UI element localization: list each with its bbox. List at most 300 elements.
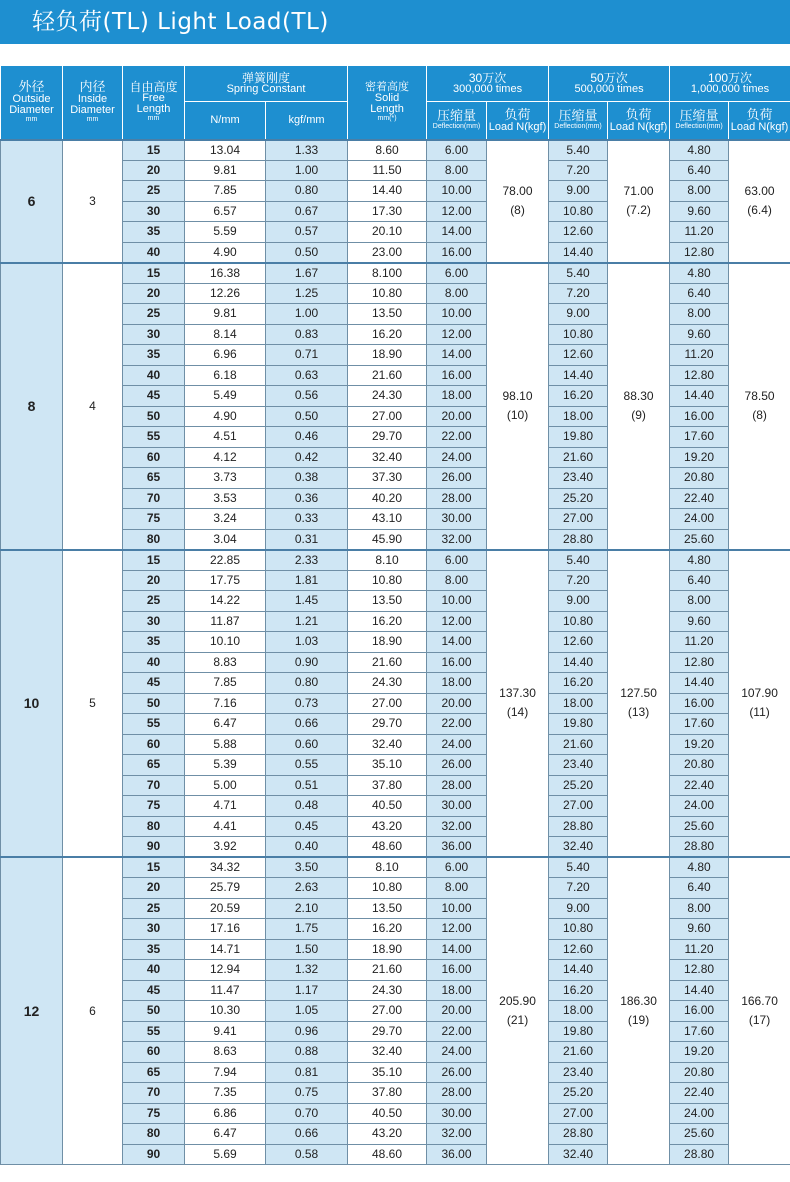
deflection-500k-cell: 18.00 [549, 693, 608, 714]
load-value: 166.70 [741, 994, 778, 1008]
spring-constant-n-cell: 4.51 [185, 427, 266, 448]
free-length-cell: 25 [123, 898, 185, 919]
deflection-500k-cell: 5.40 [549, 550, 608, 571]
spring-constant-n-cell: 3.53 [185, 488, 266, 509]
spring-constant-kgf-cell: 0.60 [266, 734, 348, 755]
spring-constant-kgf-cell: 0.42 [266, 447, 348, 468]
inside-diameter-cell: 5 [63, 550, 123, 858]
spring-constant-n-cell: 16.38 [185, 263, 266, 284]
free-length-cell: 75 [123, 796, 185, 817]
spring-constant-n-cell: 5.49 [185, 386, 266, 407]
solid-length-cell: 16.20 [348, 324, 427, 345]
deflection-300k-cell: 32.00 [427, 1124, 487, 1145]
deflection-300k-cell: 12.00 [427, 201, 487, 222]
deflection-500k-cell: 18.00 [549, 1001, 608, 1022]
free-length-cell: 35 [123, 345, 185, 366]
deflection-1m-cell: 11.20 [670, 222, 729, 243]
spring-constant-n-cell: 11.87 [185, 611, 266, 632]
deflection-300k-cell: 10.00 [427, 181, 487, 202]
load-500k-cell [608, 263, 670, 550]
deflection-1m-cell: 8.00 [670, 304, 729, 325]
solid-length-cell: 40.50 [348, 1103, 427, 1124]
deflection-300k-cell: 12.00 [427, 611, 487, 632]
load-1m-cell [729, 550, 790, 858]
spring-constant-n-cell: 7.16 [185, 693, 266, 714]
solid-length-cell: 11.50 [348, 160, 427, 181]
load-kgf-value: (14) [506, 705, 529, 720]
solid-length-cell: 37.80 [348, 775, 427, 796]
deflection-1m-cell: 12.80 [670, 365, 729, 386]
deflection-1m-cell: 16.00 [670, 1001, 729, 1022]
inside-diameter-cell: 3 [63, 140, 123, 263]
solid-length-cell: 10.80 [348, 570, 427, 591]
deflection-300k-cell: 26.00 [427, 755, 487, 776]
spring-constant-kgf-cell: 0.45 [266, 816, 348, 837]
table-row [1, 140, 790, 161]
deflection-500k-cell: 12.60 [549, 345, 608, 366]
inside-diameter-cell: 4 [63, 263, 123, 550]
load-1m-cell [729, 857, 790, 1165]
deflection-1m-cell: 22.40 [670, 1083, 729, 1104]
spring-constant-kgf-cell: 0.57 [266, 222, 348, 243]
spring-constant-n-cell: 5.59 [185, 222, 266, 243]
spring-constant-kgf-cell: 0.51 [266, 775, 348, 796]
spring-constant-n-cell: 17.75 [185, 570, 266, 591]
spring-constant-kgf-cell: 1.05 [266, 1001, 348, 1022]
table-row [1, 263, 790, 284]
deflection-1m-cell: 4.80 [670, 140, 729, 161]
spring-constant-n-cell: 9.41 [185, 1021, 266, 1042]
spring-constant-n-cell: 9.81 [185, 160, 266, 181]
header-load-3: 负荷 Load N(kgf) [729, 102, 790, 140]
free-length-cell: 15 [123, 263, 185, 284]
solid-length-cell: 24.30 [348, 673, 427, 694]
solid-length-cell: 18.90 [348, 345, 427, 366]
load-value: 63.00 [744, 184, 775, 198]
free-length-cell: 20 [123, 570, 185, 591]
spring-constant-kgf-cell: 1.32 [266, 960, 348, 981]
spring-constant-n-cell: 14.22 [185, 591, 266, 612]
load-value: 71.00 [623, 184, 654, 198]
solid-length-cell: 27.00 [348, 693, 427, 714]
spring-constant-n-cell: 12.26 [185, 283, 266, 304]
spring-constant-kgf-cell: 0.70 [266, 1103, 348, 1124]
header-cycles-500k: 50万次 500,000 times [549, 66, 670, 102]
spring-constant-kgf-cell: 2.63 [266, 878, 348, 899]
load-kgf-value: (11) [749, 705, 770, 720]
header-deflection-3: 压缩量 Deflection(mm) [670, 102, 729, 140]
deflection-500k-cell: 19.80 [549, 427, 608, 448]
free-length-cell: 40 [123, 365, 185, 386]
spring-constant-kgf-cell: 0.66 [266, 1124, 348, 1145]
deflection-500k-cell: 9.00 [549, 898, 608, 919]
deflection-1m-cell: 22.40 [670, 775, 729, 796]
header-kgf-per-mm: kgf/mm [266, 102, 348, 140]
deflection-300k-cell: 14.00 [427, 939, 487, 960]
spring-spec-table [0, 65, 790, 1165]
free-length-cell: 80 [123, 816, 185, 837]
spring-constant-kgf-cell: 0.33 [266, 509, 348, 530]
solid-length-cell: 32.40 [348, 1042, 427, 1063]
spring-constant-kgf-cell: 0.96 [266, 1021, 348, 1042]
spring-constant-kgf-cell: 0.81 [266, 1062, 348, 1083]
spring-constant-kgf-cell: 0.50 [266, 242, 348, 263]
spring-constant-n-cell: 3.04 [185, 529, 266, 550]
spring-constant-kgf-cell: 0.63 [266, 365, 348, 386]
spring-constant-n-cell: 3.24 [185, 509, 266, 530]
free-length-cell: 35 [123, 939, 185, 960]
deflection-300k-cell: 16.00 [427, 242, 487, 263]
spring-constant-kgf-cell: 0.38 [266, 468, 348, 489]
solid-length-cell: 32.40 [348, 734, 427, 755]
deflection-1m-cell: 6.40 [670, 160, 729, 181]
free-length-cell: 30 [123, 201, 185, 222]
solid-length-cell: 17.30 [348, 201, 427, 222]
free-length-cell: 60 [123, 734, 185, 755]
spring-constant-n-cell: 8.83 [185, 652, 266, 673]
spring-constant-n-cell: 5.88 [185, 734, 266, 755]
deflection-300k-cell: 22.00 [427, 427, 487, 448]
spring-constant-n-cell: 14.71 [185, 939, 266, 960]
deflection-500k-cell: 21.60 [549, 447, 608, 468]
solid-length-cell: 20.10 [348, 222, 427, 243]
deflection-300k-cell: 20.00 [427, 693, 487, 714]
free-length-cell: 50 [123, 406, 185, 427]
solid-length-cell: 37.80 [348, 1083, 427, 1104]
deflection-1m-cell: 22.40 [670, 488, 729, 509]
solid-length-cell: 21.60 [348, 365, 427, 386]
deflection-1m-cell: 19.20 [670, 447, 729, 468]
deflection-1m-cell: 11.20 [670, 939, 729, 960]
deflection-500k-cell: 23.40 [549, 755, 608, 776]
deflection-500k-cell: 28.80 [549, 1124, 608, 1145]
free-length-cell: 40 [123, 960, 185, 981]
spring-constant-n-cell: 7.85 [185, 181, 266, 202]
deflection-300k-cell: 24.00 [427, 734, 487, 755]
solid-length-cell: 29.70 [348, 714, 427, 735]
free-length-cell: 65 [123, 755, 185, 776]
spring-constant-kgf-cell: 0.67 [266, 201, 348, 222]
deflection-1m-cell: 20.80 [670, 755, 729, 776]
deflection-1m-cell: 4.80 [670, 857, 729, 878]
load-1m-cell [729, 140, 790, 263]
table-row [1, 857, 790, 878]
header-outside-diameter: 外径 Outside Diameter mm [1, 66, 63, 140]
header-deflection-1: 压缩量 Deflection(mm) [427, 102, 487, 140]
spring-constant-n-cell: 4.71 [185, 796, 266, 817]
deflection-1m-cell: 6.40 [670, 283, 729, 304]
solid-length-cell: 29.70 [348, 427, 427, 448]
load-kgf-value: (19) [627, 1013, 650, 1027]
solid-length-cell: 43.20 [348, 816, 427, 837]
spring-constant-kgf-cell: 0.88 [266, 1042, 348, 1063]
deflection-1m-cell: 20.80 [670, 468, 729, 489]
spring-constant-kgf-cell: 2.33 [266, 550, 348, 571]
spring-constant-n-cell: 7.94 [185, 1062, 266, 1083]
solid-length-cell: 13.50 [348, 591, 427, 612]
spring-constant-n-cell: 6.47 [185, 714, 266, 735]
spring-constant-n-cell: 4.12 [185, 447, 266, 468]
spring-constant-kgf-cell: 0.75 [266, 1083, 348, 1104]
deflection-1m-cell: 24.00 [670, 796, 729, 817]
deflection-300k-cell: 18.00 [427, 673, 487, 694]
free-length-cell: 70 [123, 488, 185, 509]
free-length-cell: 15 [123, 550, 185, 571]
deflection-300k-cell: 16.00 [427, 960, 487, 981]
deflection-500k-cell: 5.40 [549, 140, 608, 161]
deflection-300k-cell: 12.00 [427, 919, 487, 940]
load-300k-cell [487, 857, 549, 1165]
deflection-500k-cell: 10.80 [549, 611, 608, 632]
solid-length-cell: 14.40 [348, 181, 427, 202]
free-length-cell: 50 [123, 1001, 185, 1022]
spring-constant-n-cell: 10.10 [185, 632, 266, 653]
spring-constant-kgf-cell: 1.21 [266, 611, 348, 632]
deflection-300k-cell: 28.00 [427, 775, 487, 796]
solid-length-cell: 21.60 [348, 960, 427, 981]
load-300k-cell [487, 263, 549, 550]
deflection-1m-cell: 28.80 [670, 1144, 729, 1165]
spring-constant-n-cell: 9.81 [185, 304, 266, 325]
deflection-1m-cell: 25.60 [670, 529, 729, 550]
deflection-500k-cell: 7.20 [549, 283, 608, 304]
deflection-500k-cell: 14.40 [549, 960, 608, 981]
load-kgf-value: (17) [748, 1013, 771, 1027]
spring-constant-kgf-cell: 0.46 [266, 427, 348, 448]
deflection-300k-cell: 20.00 [427, 1001, 487, 1022]
header-load-1: 负荷 Load N(kgf) [487, 102, 549, 140]
spring-constant-n-cell: 4.90 [185, 406, 266, 427]
deflection-500k-cell: 16.20 [549, 980, 608, 1001]
spring-constant-n-cell: 7.85 [185, 673, 266, 694]
free-length-cell: 80 [123, 529, 185, 550]
spring-constant-n-cell: 34.32 [185, 857, 266, 878]
load-300k-cell [487, 550, 549, 858]
deflection-300k-cell: 36.00 [427, 837, 487, 858]
deflection-500k-cell: 10.80 [549, 201, 608, 222]
deflection-300k-cell: 26.00 [427, 1062, 487, 1083]
spring-constant-kgf-cell: 0.90 [266, 652, 348, 673]
deflection-300k-cell: 28.00 [427, 488, 487, 509]
solid-length-cell: 18.90 [348, 939, 427, 960]
deflection-500k-cell: 10.80 [549, 324, 608, 345]
solid-length-cell: 27.00 [348, 1001, 427, 1022]
deflection-300k-cell: 8.00 [427, 878, 487, 899]
spring-constant-n-cell: 12.94 [185, 960, 266, 981]
spring-constant-kgf-cell: 2.10 [266, 898, 348, 919]
deflection-1m-cell: 6.40 [670, 878, 729, 899]
deflection-300k-cell: 18.00 [427, 386, 487, 407]
deflection-300k-cell: 10.00 [427, 591, 487, 612]
spring-constant-n-cell: 22.85 [185, 550, 266, 571]
deflection-500k-cell: 9.00 [549, 181, 608, 202]
load-value: 78.50 [744, 389, 775, 403]
free-length-cell: 60 [123, 447, 185, 468]
solid-length-cell: 18.90 [348, 632, 427, 653]
free-length-cell: 75 [123, 1103, 185, 1124]
free-length-cell: 40 [123, 652, 185, 673]
spring-constant-n-cell: 8.14 [185, 324, 266, 345]
deflection-300k-cell: 6.00 [427, 857, 487, 878]
table-row [1, 550, 790, 571]
deflection-500k-cell: 5.40 [549, 857, 608, 878]
deflection-1m-cell: 11.20 [670, 632, 729, 653]
solid-length-cell: 35.10 [348, 1062, 427, 1083]
load-kgf-value: (10) [506, 408, 529, 422]
deflection-300k-cell: 6.00 [427, 263, 487, 284]
spring-constant-kgf-cell: 0.80 [266, 673, 348, 694]
deflection-500k-cell: 12.60 [549, 222, 608, 243]
spring-constant-n-cell: 6.57 [185, 201, 266, 222]
free-length-cell: 55 [123, 1021, 185, 1042]
free-length-cell: 65 [123, 468, 185, 489]
solid-length-cell: 13.50 [348, 898, 427, 919]
spring-constant-kgf-cell: 0.55 [266, 755, 348, 776]
free-length-cell: 65 [123, 1062, 185, 1083]
solid-length-cell: 43.20 [348, 1124, 427, 1145]
deflection-1m-cell: 4.80 [670, 263, 729, 284]
spring-constant-kgf-cell: 1.17 [266, 980, 348, 1001]
spring-constant-n-cell: 3.73 [185, 468, 266, 489]
spring-constant-kgf-cell: 1.00 [266, 304, 348, 325]
solid-length-cell: 27.00 [348, 406, 427, 427]
solid-length-cell: 48.60 [348, 1144, 427, 1165]
deflection-500k-cell: 14.40 [549, 652, 608, 673]
deflection-1m-cell: 17.60 [670, 1021, 729, 1042]
free-length-cell: 55 [123, 714, 185, 735]
solid-length-cell: 8.10 [348, 857, 427, 878]
solid-length-cell: 40.20 [348, 488, 427, 509]
deflection-1m-cell: 20.80 [670, 1062, 729, 1083]
load-value: 107.90 [741, 686, 778, 701]
deflection-500k-cell: 28.80 [549, 816, 608, 837]
deflection-1m-cell: 8.00 [670, 181, 729, 202]
spring-constant-kgf-cell: 1.75 [266, 919, 348, 940]
deflection-1m-cell: 25.60 [670, 1124, 729, 1145]
deflection-300k-cell: 24.00 [427, 447, 487, 468]
deflection-300k-cell: 16.00 [427, 365, 487, 386]
deflection-500k-cell: 14.40 [549, 242, 608, 263]
deflection-1m-cell: 9.60 [670, 611, 729, 632]
deflection-300k-cell: 14.00 [427, 632, 487, 653]
deflection-500k-cell: 9.00 [549, 591, 608, 612]
free-length-cell: 25 [123, 304, 185, 325]
solid-length-cell: 10.80 [348, 283, 427, 304]
free-length-cell: 25 [123, 591, 185, 612]
deflection-1m-cell: 17.60 [670, 714, 729, 735]
deflection-500k-cell: 28.80 [549, 529, 608, 550]
deflection-500k-cell: 7.20 [549, 160, 608, 181]
spring-constant-kgf-cell: 0.80 [266, 181, 348, 202]
header-solid-length: 密着高度 Solid Length mm(*) [348, 66, 427, 140]
header-cycles-1m: 100万次 1,000,000 times [670, 66, 790, 102]
deflection-300k-cell: 14.00 [427, 222, 487, 243]
solid-length-cell: 8.60 [348, 140, 427, 161]
deflection-1m-cell: 17.60 [670, 427, 729, 448]
spring-constant-kgf-cell: 0.31 [266, 529, 348, 550]
deflection-500k-cell: 10.80 [549, 919, 608, 940]
free-length-cell: 30 [123, 919, 185, 940]
load-1m-cell [729, 263, 790, 550]
deflection-1m-cell: 9.60 [670, 324, 729, 345]
spring-constant-n-cell: 5.00 [185, 775, 266, 796]
load-500k-cell [608, 857, 670, 1165]
deflection-300k-cell: 6.00 [427, 550, 487, 571]
solid-length-cell: 32.40 [348, 447, 427, 468]
spring-constant-kgf-cell: 3.50 [266, 857, 348, 878]
spring-constant-kgf-cell: 0.71 [266, 345, 348, 366]
spring-constant-n-cell: 6.47 [185, 1124, 266, 1145]
deflection-1m-cell: 4.80 [670, 550, 729, 571]
header-spring-constant: 弹簧刚度 Spring Constant [185, 66, 348, 102]
load-value: 127.50 [620, 686, 657, 701]
deflection-1m-cell: 16.00 [670, 406, 729, 427]
free-length-cell: 45 [123, 386, 185, 407]
free-length-cell: 30 [123, 611, 185, 632]
load-kgf-value: (21) [506, 1013, 529, 1027]
deflection-1m-cell: 25.60 [670, 816, 729, 837]
spring-constant-n-cell: 13.04 [185, 140, 266, 161]
free-length-cell: 20 [123, 878, 185, 899]
deflection-500k-cell: 23.40 [549, 468, 608, 489]
page-title: 轻负荷(TL) Light Load(TL) [0, 0, 790, 44]
spring-constant-n-cell: 11.47 [185, 980, 266, 1001]
header-load-2: 负荷 Load N(kgf) [608, 102, 670, 140]
free-length-cell: 45 [123, 980, 185, 1001]
load-value: 186.30 [620, 994, 657, 1008]
spring-constant-kgf-cell: 1.50 [266, 939, 348, 960]
load-kgf-value: (8) [510, 203, 525, 217]
load-value: 205.90 [499, 994, 536, 1008]
free-length-cell: 20 [123, 160, 185, 181]
deflection-300k-cell: 36.00 [427, 1144, 487, 1165]
spring-constant-n-cell: 5.69 [185, 1144, 266, 1165]
deflection-500k-cell: 32.40 [549, 1144, 608, 1165]
header-n-per-mm: N/mm [185, 102, 266, 140]
spring-constant-n-cell: 5.39 [185, 755, 266, 776]
deflection-500k-cell: 25.20 [549, 488, 608, 509]
free-length-cell: 30 [123, 324, 185, 345]
deflection-500k-cell: 12.60 [549, 632, 608, 653]
deflection-300k-cell: 8.00 [427, 283, 487, 304]
table-header [1, 66, 790, 140]
free-length-cell: 20 [123, 283, 185, 304]
solid-length-cell: 24.30 [348, 980, 427, 1001]
deflection-1m-cell: 14.40 [670, 386, 729, 407]
load-300k-cell [487, 140, 549, 263]
deflection-1m-cell: 12.80 [670, 960, 729, 981]
free-length-cell: 90 [123, 837, 185, 858]
spring-constant-kgf-cell: 1.25 [266, 283, 348, 304]
header-inside-diameter: 内径 Inside Diameter mm [63, 66, 123, 140]
load-value: 78.00 [502, 184, 533, 198]
deflection-300k-cell: 12.00 [427, 324, 487, 345]
free-length-cell: 40 [123, 242, 185, 263]
spring-constant-n-cell: 6.18 [185, 365, 266, 386]
deflection-300k-cell: 22.00 [427, 1021, 487, 1042]
outside-diameter-cell: 10 [1, 550, 63, 858]
spring-constant-n-cell: 10.30 [185, 1001, 266, 1022]
load-value: 98.10 [502, 389, 533, 403]
deflection-1m-cell: 11.20 [670, 345, 729, 366]
spring-constant-kgf-cell: 0.56 [266, 386, 348, 407]
deflection-500k-cell: 27.00 [549, 1103, 608, 1124]
spring-constant-n-cell: 7.35 [185, 1083, 266, 1104]
table-body [1, 140, 790, 1165]
deflection-300k-cell: 10.00 [427, 304, 487, 325]
deflection-1m-cell: 9.60 [670, 919, 729, 940]
spring-constant-kgf-cell: 0.83 [266, 324, 348, 345]
